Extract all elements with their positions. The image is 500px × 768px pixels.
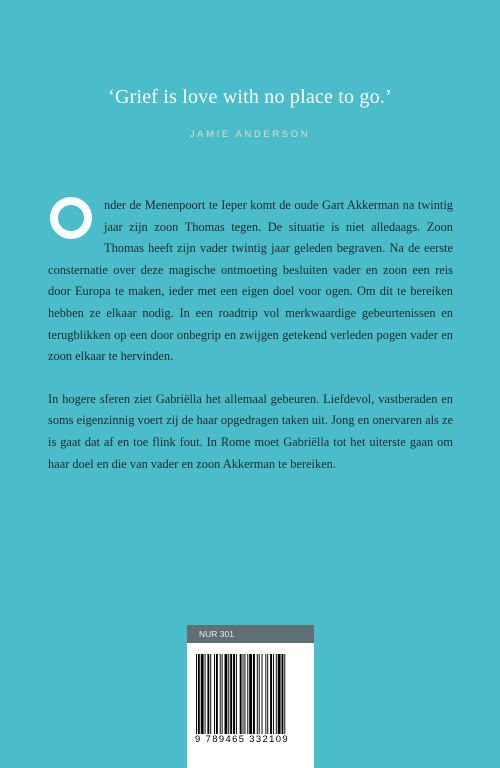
- barcode-bar: [228, 654, 229, 734]
- barcode-bar: [214, 654, 215, 734]
- barcode-bar: [222, 654, 223, 734]
- cover-quote: ‘Grief is love with no place to go.’: [108, 86, 392, 108]
- barcode-bar: [220, 654, 221, 734]
- barcode-bar: [265, 654, 266, 734]
- barcode-bar: [247, 654, 248, 734]
- barcode-bar: [276, 654, 277, 734]
- blurb-paragraph-1-text: nder de Menenpoort te Ieper komt de oude Gart Akkerman na twintig jaar zijn zoon Thomas tegen. De situatie is niet alledaags. Zoon Thomas heeft zijn vader twintig jaar geleden begraven. Na de eerste consternatie over deze magische ontmoeting besluiten vader en zoon een reis door Europa te maken, ieder met een eigen doel voor ogen. Om dit te bereiken hebben ze elkaar nodig. In een roadtrip vol merkwaardige gebeurtenissen en terugblikken op een door onbegrip en zwijgen getekend verleden pogen vader en zoon elkaar te hervinden.: [48, 198, 453, 364]
- barcode-bar: [267, 654, 268, 734]
- barcode-bar: [230, 654, 232, 734]
- barcode-bar: [253, 654, 255, 734]
- barcode-bar: [236, 654, 237, 734]
- barcode-bar: [273, 654, 274, 734]
- barcode-bar: [210, 654, 211, 734]
- quote-author: JAMIE ANDERSON: [189, 129, 311, 140]
- barcode-bar: [259, 654, 260, 734]
- barcode-bar: [205, 654, 206, 734]
- barcode-bar: [278, 654, 281, 734]
- barcode-bar: [207, 654, 209, 734]
- barcode-bar: [244, 654, 245, 734]
- dropcap-o: [49, 196, 93, 240]
- barcode-bar: [284, 654, 285, 734]
- barcode-bar: [201, 654, 204, 734]
- barcode-bar: [216, 654, 218, 734]
- barcode-bar: [233, 654, 235, 734]
- blurb-paragraph-2: In hogere sferen ziet Gabriëlla het allemaal gebeuren. Liefdevol, vastberaden en soms eigenzinnig voert zij de haar opgedragen taken uit. Jong en onervaren als ze is gaat dat af en toe flink fout. In Rome moet Gabriëlla tot het uiterste gaan om haar doel en die van vader en zoon Akkerman te bereiken.: [48, 391, 453, 471]
- isbn-barcode: [196, 654, 305, 734]
- blurb-paragraph-1: [48, 195, 453, 368]
- barcode-bar: [225, 654, 228, 734]
- barcode-bar: [249, 654, 252, 734]
- barcode-bar: [240, 654, 242, 734]
- isbn-number: 9 789465 332109: [195, 733, 289, 744]
- barcode-bar: [262, 654, 263, 734]
- barcode-bar: [196, 654, 197, 734]
- barcode-panel: [187, 643, 314, 768]
- blurb-text: [48, 195, 453, 475]
- nur-code-label: NUR 301: [187, 625, 314, 643]
- barcode-bar: [198, 654, 200, 734]
- barcode-bar: [243, 654, 244, 734]
- barcode-bar: [257, 654, 258, 734]
- barcode-bar: [270, 654, 272, 734]
- barcode-bar: [282, 654, 284, 734]
